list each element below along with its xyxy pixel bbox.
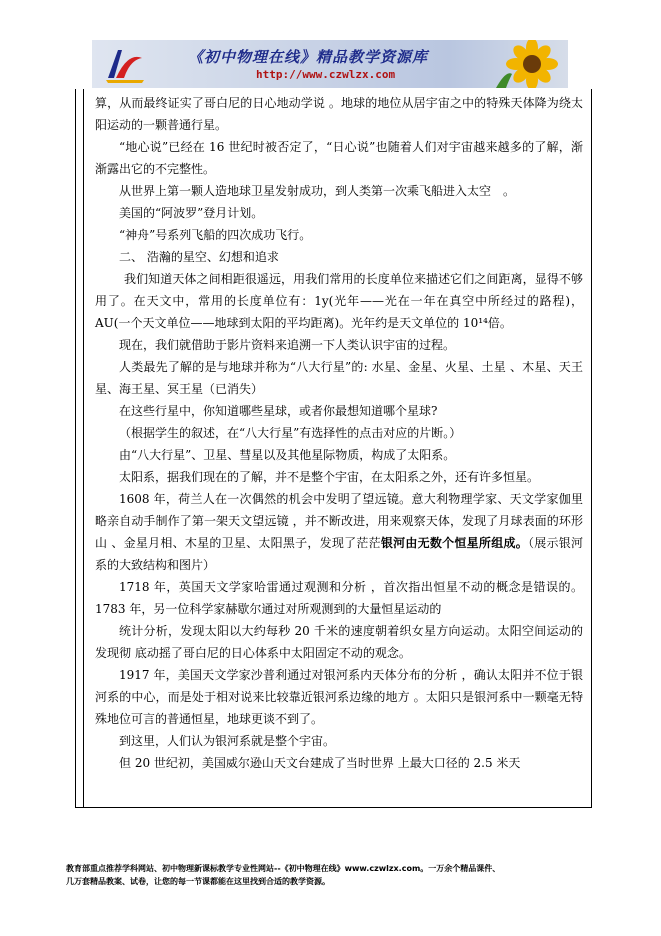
paragraph: 美国的“阿波罗”登月计划。 (119, 206, 264, 220)
paragraph: “地心说”已经在 16 世纪时被否定了，“日心说”也随着人们对宇宙越来越多的了解，渐渐露出它的不完整性。 (95, 140, 583, 176)
footer-line: 教育部重点推荐学科网站、初中物理新课标教学专业性网站--《初中物理在线》www.czwlzx.com。一万余个精品课件、 (66, 864, 501, 873)
paragraph: “神舟”号系列飞船的四次成功飞行。 (119, 228, 312, 242)
paragraph: 从世界上第一颗人造地球卫星发射成功，到人类第一次乘飞船进入太空 。 (119, 184, 516, 198)
header-banner (92, 40, 568, 88)
paragraph: 但 20 世纪初，美国威尔逊山天文台建成了当时世界 上最大口径的 2.5 米天 (119, 756, 521, 770)
telescope-bold-text: 银河由无数个恒星所组成。 (380, 536, 528, 550)
paragraph: 1718 年，英国天文学家哈雷通过观测和分析 ，首次指出恒星不动的概念是错误的。1783 年，另一位科学家赫歇尔通过对所观测到的大量恒星运动的 (95, 580, 583, 616)
paragraph: 现在，我们就借助于影片资料来追溯一下人类认识宇宙的过程。 (119, 338, 456, 352)
banner-url[interactable]: http://www.czwlzx.com (256, 68, 396, 81)
footer-line: 几万套精品教案、试卷，让您的每一节课都能在这里找到合适的教学资源。 (66, 877, 330, 886)
paragraph-telescope (95, 488, 583, 576)
paragraph: 在这些行星中，你知道哪些星球，或者你最想知道哪个星球? (119, 404, 438, 418)
paragraph: 统计分析，发现太阳以大约每秒 20 千米的速度朝着织女星方向运动。太阳空间运动的发现彻 底动摇了哥白尼的日心体系中太阳固定不动的观念。 (95, 624, 583, 660)
page-footer (66, 862, 626, 888)
document-body (95, 92, 583, 774)
telescope-note: （展示银河系的大致结构和图片） (95, 536, 583, 572)
telescope-text: 1608 年，荷兰人在一次偶然的机会中发明了望远镜。意大利物理学家、天文学家伽里略亲自动手制作了第一架天文望远镜 ，并不断改进，用来观察天体，发现了月球表面的环形山 、金星月相、木星的卫星、太阳黑子，发现了茫茫 (95, 492, 583, 550)
paragraph: （根据学生的叙述，在“八大行星”有选择性的点击对应的片断。） (119, 426, 462, 440)
paragraph: 1917 年，美国天文学家沙普利通过对银河系内天体分布的分析 ，确认太阳并不位于银河系的中心，而是处于相对说来比较靠近银河系边缘的地方 。太阳只是银河系中一颗毫无特殊地位可言的普通恒星，地球更谈不到了。 (95, 668, 583, 726)
paragraph: 我们知道天体之间相距很遥远，用我们常用的长度单位来描述它们之间距离，显得不够用了。在天文中，常用的长度单位有：1y(光年——光在一年在真空中所经过的路程)，AU(一个天文单位——地球到太阳的平均距离)。光年约是天文单位的 10¹⁴倍。 (95, 272, 583, 330)
paragraph: 算，从而最终证实了哥白尼的日心地动学说 。地球的地位从居宇宙之中的特殊天体降为绕太阳运动的一颗普通行星。 (95, 96, 583, 132)
sunflower-icon (492, 40, 562, 88)
paragraph: 人类最先了解的是与地球并称为“八大行星”的: 水星、金星、火星、土星 、木星、天王星、海王星、冥王星（已消失） (95, 360, 583, 396)
site-logo-icon (102, 44, 148, 84)
banner-title: 《初中物理在线》精品教学资源库 (188, 48, 429, 66)
paragraph: 到这里，人们认为银河系就是整个宇宙。 (119, 734, 336, 748)
paragraph: 由“八大行星”、卫星、彗星以及其他星际物质，构成了太阳系。 (119, 448, 456, 462)
table-column-divider (83, 89, 84, 807)
section-heading: 二、 浩瀚的星空、幻想和追求 (119, 250, 279, 264)
paragraph: 太阳系，据我们现在的了解，并不是整个宇宙，在太阳系之外，还有许多恒星。 (119, 470, 540, 484)
